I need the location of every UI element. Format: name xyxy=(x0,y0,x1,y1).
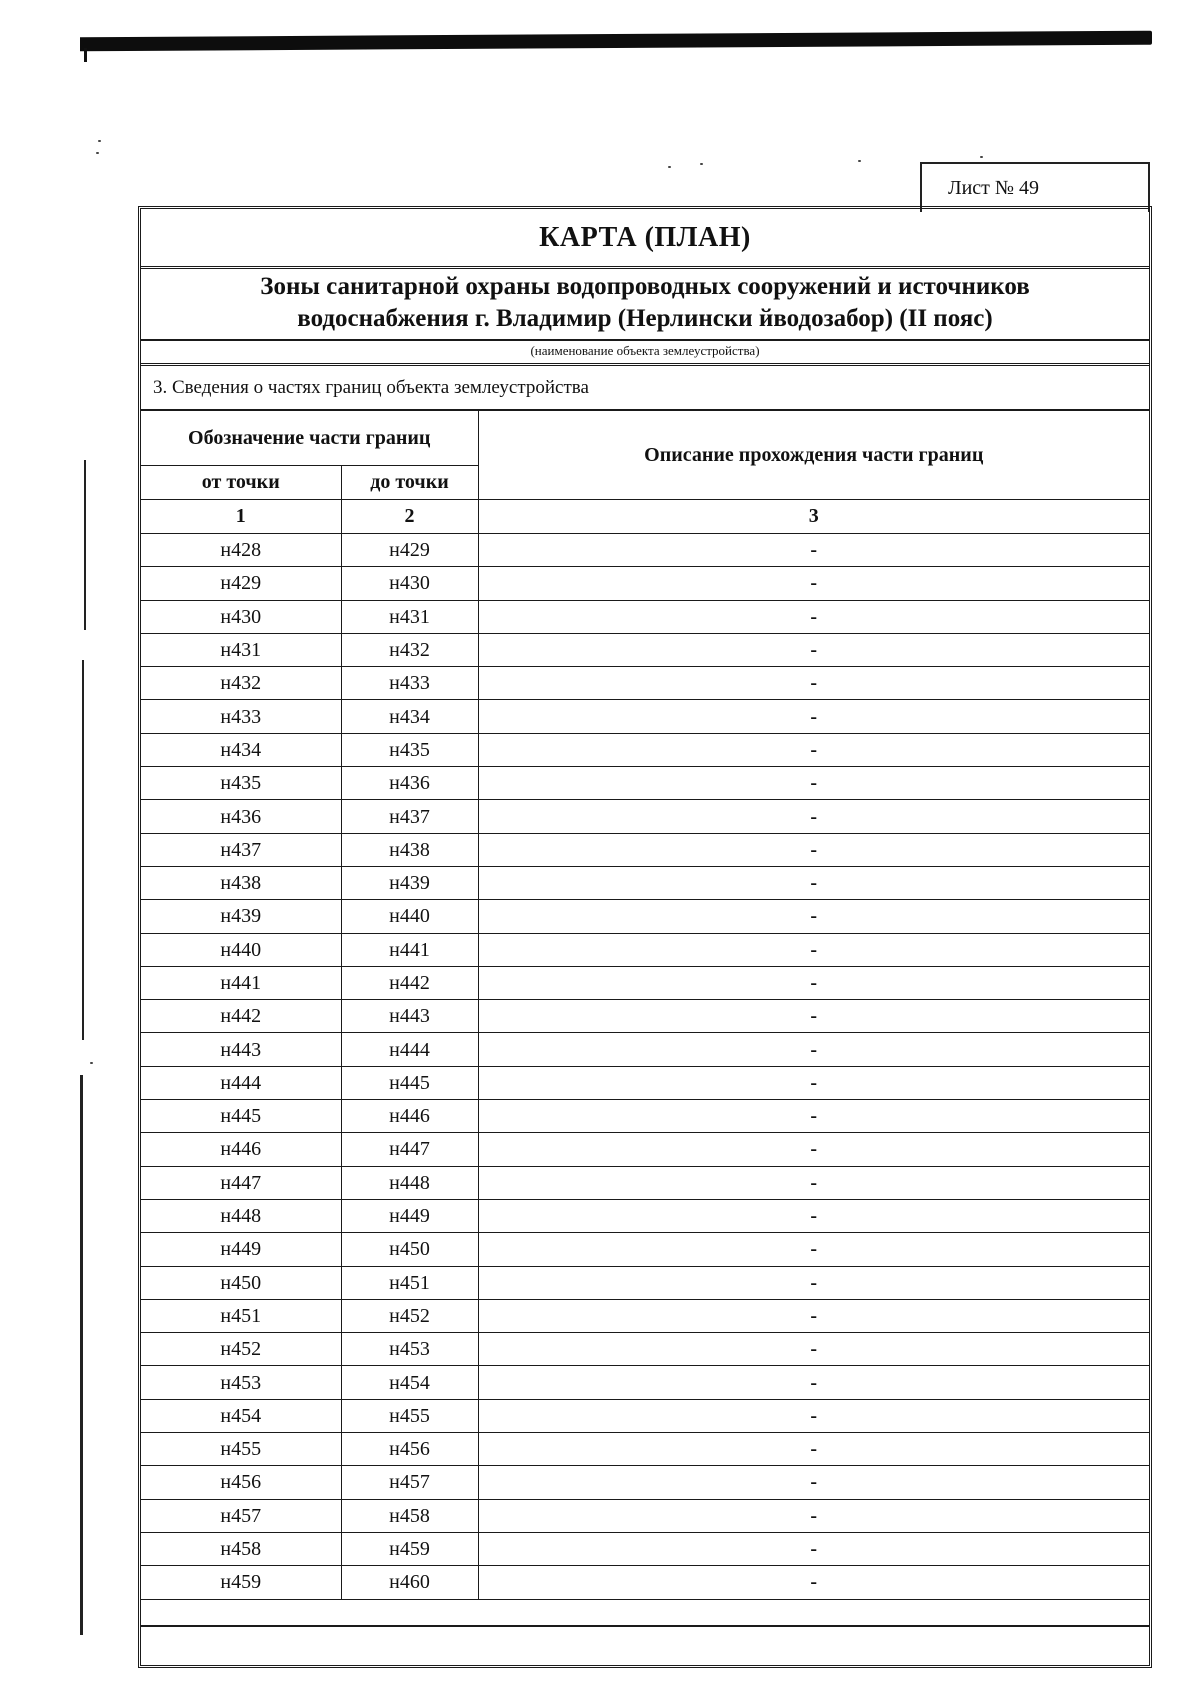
table-body xyxy=(141,534,1149,1600)
table-row xyxy=(141,1399,1149,1432)
cell-to-point: н452 xyxy=(341,1299,478,1332)
cell-description: - xyxy=(478,667,1149,700)
table-row xyxy=(141,866,1149,899)
scan-top-bar-tail xyxy=(84,48,87,62)
cell-from-point: н432 xyxy=(141,667,341,700)
cell-description: - xyxy=(478,1566,1149,1599)
cell-to-point: н437 xyxy=(341,800,478,833)
cell-description: - xyxy=(478,1199,1149,1232)
cell-from-point: н448 xyxy=(141,1199,341,1232)
cell-to-point: н429 xyxy=(341,534,478,567)
cell-description: - xyxy=(478,1333,1149,1366)
cell-description: - xyxy=(478,534,1149,567)
scan-top-bar xyxy=(80,31,1152,52)
table-row xyxy=(141,1466,1149,1499)
scan-margin-line xyxy=(82,660,84,1040)
cell-description: - xyxy=(478,1433,1149,1466)
cell-description: - xyxy=(478,1133,1149,1166)
object-name xyxy=(141,269,1149,337)
cell-from-point: н444 xyxy=(141,1066,341,1099)
cell-to-point: н458 xyxy=(341,1499,478,1532)
cell-from-point: н454 xyxy=(141,1399,341,1432)
table-row xyxy=(141,1033,1149,1066)
cell-from-point: н433 xyxy=(141,700,341,733)
cell-to-point: н441 xyxy=(341,933,478,966)
object-name-line-2: водоснабжения г. Владимир (Нерлински йводозабор) (II пояс) xyxy=(297,305,993,332)
column-number: 1 xyxy=(141,500,341,534)
cell-to-point: н459 xyxy=(341,1532,478,1565)
cell-description: - xyxy=(478,767,1149,800)
cell-to-point: н431 xyxy=(341,600,478,633)
cell-description: - xyxy=(478,1233,1149,1266)
cell-to-point: н460 xyxy=(341,1566,478,1599)
cell-from-point: н442 xyxy=(141,1000,341,1033)
cell-from-point: н453 xyxy=(141,1366,341,1399)
cell-description: - xyxy=(478,1000,1149,1033)
boundary-parts-table xyxy=(141,411,1149,1600)
cell-description: - xyxy=(478,1299,1149,1332)
cell-from-point: н430 xyxy=(141,600,341,633)
table-row xyxy=(141,966,1149,999)
cell-from-point: н451 xyxy=(141,1299,341,1332)
cell-to-point: н434 xyxy=(341,700,478,733)
table-row xyxy=(141,1433,1149,1466)
cell-to-point: н439 xyxy=(341,866,478,899)
object-name-caption: (наименование объекта землеустройства) xyxy=(141,339,1149,366)
table-row xyxy=(141,733,1149,766)
column-number: 2 xyxy=(341,500,478,534)
cell-from-point: н449 xyxy=(141,1233,341,1266)
cell-description: - xyxy=(478,700,1149,733)
sheet-number-label: Лист № 49 xyxy=(948,176,1039,199)
table-row xyxy=(141,567,1149,600)
cell-to-point: н449 xyxy=(341,1199,478,1232)
table-row xyxy=(141,1299,1149,1332)
scan-margin-line xyxy=(84,460,86,630)
header-to-point: до точки xyxy=(341,466,478,500)
scan-dot xyxy=(858,160,861,162)
cell-description: - xyxy=(478,1066,1149,1099)
cell-description: - xyxy=(478,1033,1149,1066)
cell-from-point: н456 xyxy=(141,1466,341,1499)
cell-to-point: н432 xyxy=(341,633,478,666)
cell-to-point: н453 xyxy=(341,1333,478,1366)
table-row xyxy=(141,633,1149,666)
cell-from-point: н440 xyxy=(141,933,341,966)
cell-description: - xyxy=(478,1366,1149,1399)
cell-to-point: н440 xyxy=(341,900,478,933)
table-row xyxy=(141,1133,1149,1166)
cell-to-point: н438 xyxy=(341,833,478,866)
cell-from-point: н436 xyxy=(141,800,341,833)
cell-from-point: н434 xyxy=(141,733,341,766)
cell-to-point: н454 xyxy=(341,1366,478,1399)
cell-description: - xyxy=(478,1100,1149,1133)
scan-margin-line xyxy=(80,1075,83,1635)
cell-to-point: н447 xyxy=(341,1133,478,1166)
table-row xyxy=(141,1100,1149,1133)
table-row xyxy=(141,667,1149,700)
cell-from-point: н439 xyxy=(141,900,341,933)
table-row xyxy=(141,1233,1149,1266)
cell-description: - xyxy=(478,966,1149,999)
cell-to-point: н433 xyxy=(341,667,478,700)
cell-description: - xyxy=(478,1466,1149,1499)
cell-from-point: н438 xyxy=(141,866,341,899)
scan-dot xyxy=(96,152,99,154)
cell-to-point: н456 xyxy=(341,1433,478,1466)
cell-from-point: н431 xyxy=(141,633,341,666)
table-row xyxy=(141,534,1149,567)
cell-to-point: н446 xyxy=(341,1100,478,1133)
table-row xyxy=(141,1166,1149,1199)
cell-from-point: н428 xyxy=(141,534,341,567)
cell-from-point: н443 xyxy=(141,1033,341,1066)
cell-description: - xyxy=(478,733,1149,766)
cell-description: - xyxy=(478,633,1149,666)
cell-description: - xyxy=(478,1399,1149,1432)
table-row xyxy=(141,833,1149,866)
cell-from-point: н435 xyxy=(141,767,341,800)
cell-from-point: н437 xyxy=(141,833,341,866)
cell-to-point: н451 xyxy=(341,1266,478,1299)
cell-from-point: н445 xyxy=(141,1100,341,1133)
cell-from-point: н450 xyxy=(141,1266,341,1299)
cell-from-point: н459 xyxy=(141,1566,341,1599)
cell-to-point: н448 xyxy=(341,1166,478,1199)
scan-dot xyxy=(668,166,671,168)
page-title: КАРТА (ПЛАН) xyxy=(141,209,1149,269)
scan-dot xyxy=(90,1062,93,1064)
header-from-point: от точки xyxy=(141,466,341,500)
cell-to-point: н436 xyxy=(341,767,478,800)
cell-to-point: н435 xyxy=(341,733,478,766)
cell-description: - xyxy=(478,567,1149,600)
column-number: 3 xyxy=(478,500,1149,534)
scan-dot xyxy=(980,156,983,158)
cell-to-point: н450 xyxy=(341,1233,478,1266)
table-row xyxy=(141,1199,1149,1232)
cell-from-point: н447 xyxy=(141,1166,341,1199)
cell-from-point: н452 xyxy=(141,1333,341,1366)
scan-dot xyxy=(700,163,703,165)
cell-description: - xyxy=(478,1166,1149,1199)
cell-description: - xyxy=(478,833,1149,866)
table-row xyxy=(141,900,1149,933)
table-row xyxy=(141,700,1149,733)
object-name-line-1: Зоны санитарной охраны водопроводных сооружений и источников xyxy=(260,273,1030,300)
table-row xyxy=(141,1499,1149,1532)
sheet-number xyxy=(920,162,1150,212)
table-row xyxy=(141,800,1149,833)
table-row xyxy=(141,1333,1149,1366)
cell-description: - xyxy=(478,933,1149,966)
cell-description: - xyxy=(478,900,1149,933)
table-row xyxy=(141,1366,1149,1399)
cell-from-point: н441 xyxy=(141,966,341,999)
cell-description: - xyxy=(478,800,1149,833)
table-row xyxy=(141,600,1149,633)
cell-to-point: н430 xyxy=(341,567,478,600)
cell-description: - xyxy=(478,1499,1149,1532)
table-row xyxy=(141,1532,1149,1565)
table-row xyxy=(141,767,1149,800)
scan-dot xyxy=(98,140,101,142)
table-row xyxy=(141,1266,1149,1299)
cell-description: - xyxy=(478,1266,1149,1299)
cell-to-point: н443 xyxy=(341,1000,478,1033)
cell-from-point: н458 xyxy=(141,1532,341,1565)
cell-description: - xyxy=(478,1532,1149,1565)
table-footer-row xyxy=(141,1625,1149,1665)
cell-to-point: н455 xyxy=(341,1399,478,1432)
table-row xyxy=(141,1066,1149,1099)
header-description: Описание прохождения части границ xyxy=(478,411,1149,500)
table-row xyxy=(141,1000,1149,1033)
table-row xyxy=(141,933,1149,966)
cell-to-point: н444 xyxy=(341,1033,478,1066)
cell-description: - xyxy=(478,600,1149,633)
cell-from-point: н455 xyxy=(141,1433,341,1466)
cell-from-point: н446 xyxy=(141,1133,341,1166)
cell-description: - xyxy=(478,866,1149,899)
cell-to-point: н442 xyxy=(341,966,478,999)
cell-from-point: н457 xyxy=(141,1499,341,1532)
cell-to-point: н445 xyxy=(341,1066,478,1099)
table-row xyxy=(141,1566,1149,1599)
header-group: Обозначение части границ xyxy=(141,411,478,466)
cell-from-point: н429 xyxy=(141,567,341,600)
cell-to-point: н457 xyxy=(341,1466,478,1499)
section-title: 3. Сведения о частях границ объекта землеустройства xyxy=(141,367,1149,411)
document-frame xyxy=(138,206,1152,1668)
